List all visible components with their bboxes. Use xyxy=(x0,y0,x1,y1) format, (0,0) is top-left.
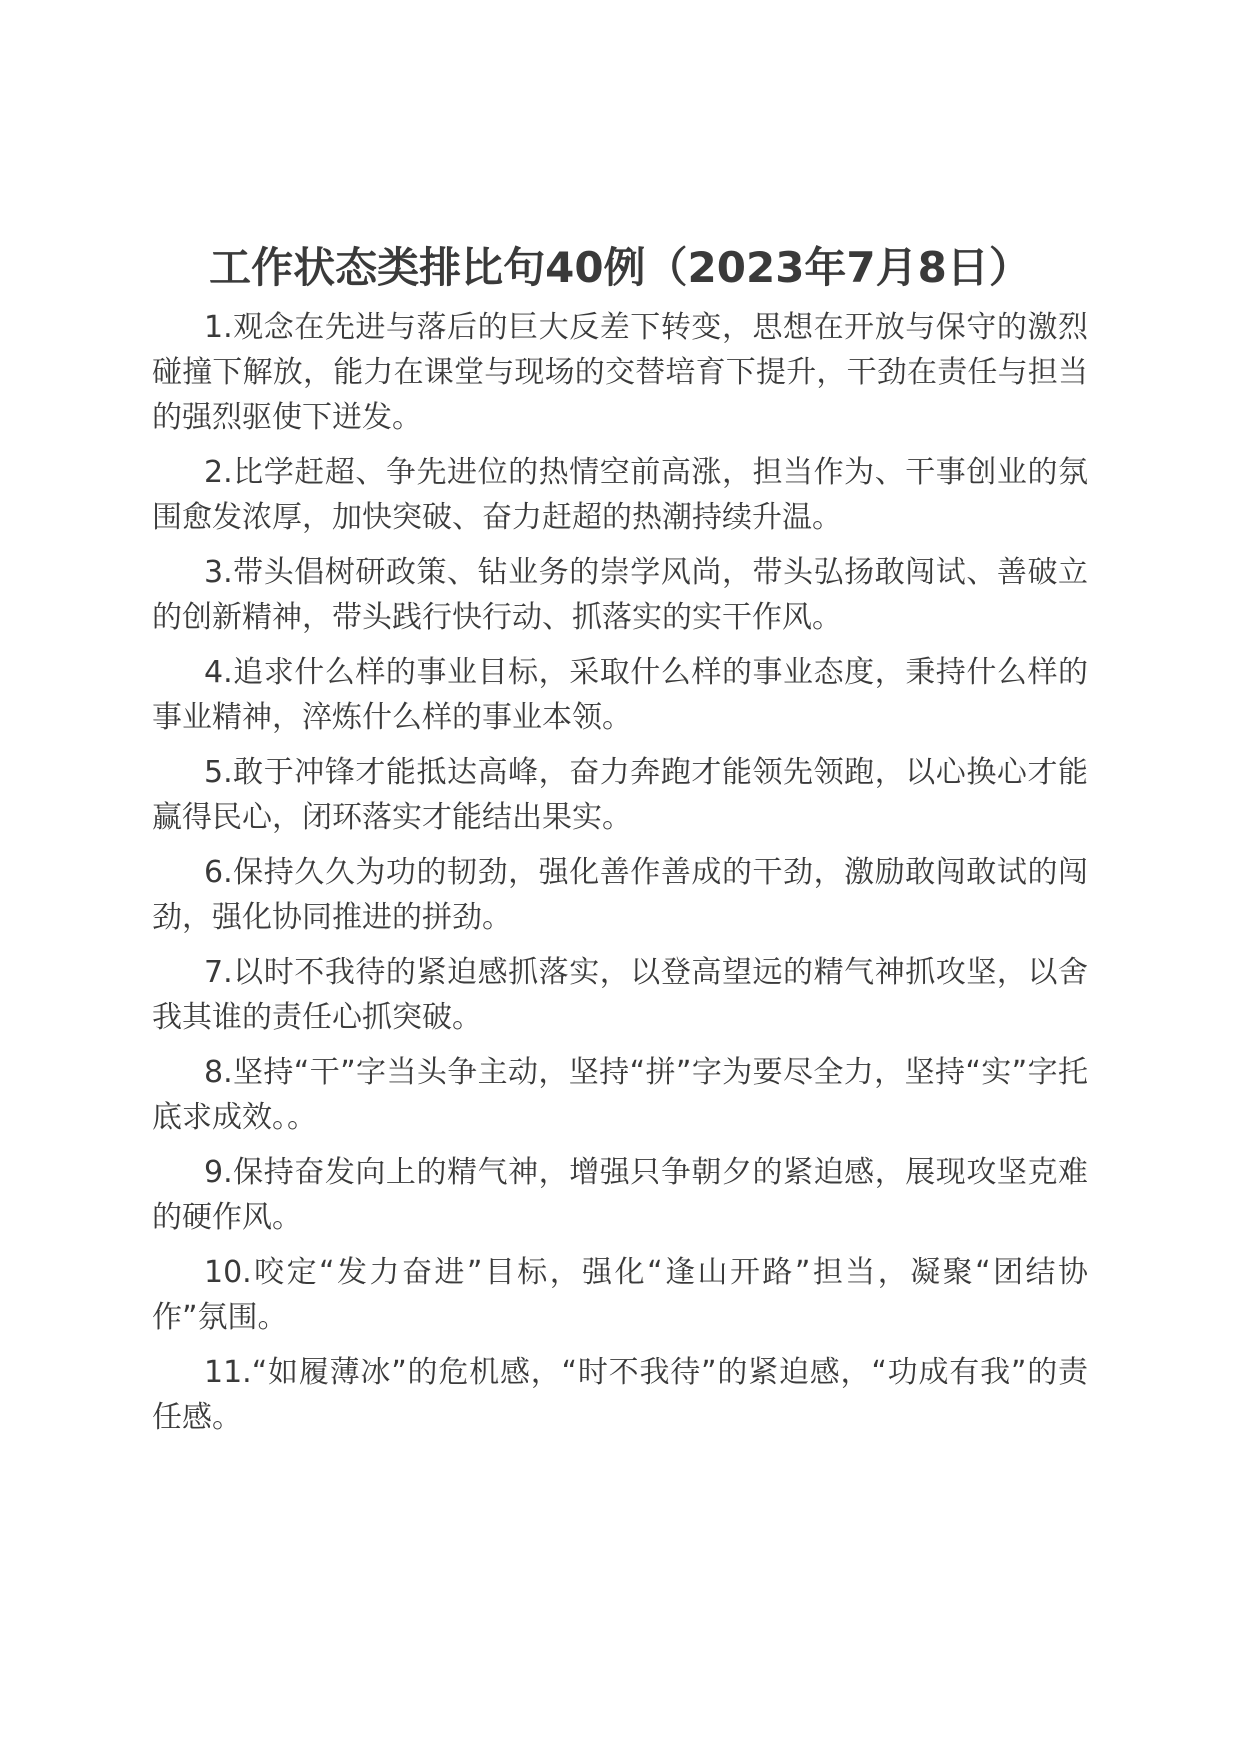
list-item: 6.保持久久为功的韧劲，强化善作善成的干劲，激励敢闯敢试的闯劲，强化协同推进的拼劲。 xyxy=(152,855,1088,935)
document-title: 工作状态类排比句40例（2023年7月8日） xyxy=(209,243,1031,292)
list-item: 1.观念在先进与落后的巨大反差下转变，思想在开放与保守的激烈碰撞下解放，能力在课堂与现场的交替培育下提升，干劲在责任与担当的强烈驱使下迸发。 xyxy=(152,310,1088,435)
list-item: 4.追求什么样的事业目标，采取什么样的事业态度，秉持什么样的事业精神，淬炼什么样的事业本领。 xyxy=(152,655,1088,735)
list-item: 7.以时不我待的紧迫感抓落实，以登高望远的精气神抓攻坚，以舍我其谁的责任心抓突破。 xyxy=(152,955,1088,1035)
list-item: 10.咬定“发力奋进”目标，强化“逢山开路”担当，凝聚“团结协作”氛围。 xyxy=(152,1255,1088,1335)
list-item: 5.敢于冲锋才能抵达高峰，奋力奔跑才能领先领跑，以心换心才能赢得民心，闭环落实才能结出果实。 xyxy=(152,755,1088,835)
list-item: 2.比学赶超、争先进位的热情空前高涨，担当作为、干事创业的氛围愈发浓厚，加快突破、奋力赶超的热潮持续升温。 xyxy=(152,455,1088,535)
list-item: 8.坚持“干”字当头争主动，坚持“拼”字为要尽全力，坚持“实”字托底求成效。。 xyxy=(152,1055,1088,1135)
list-item: 9.保持奋发向上的精气神，增强只争朝夕的紧迫感，展现攻坚克难的硬作风。 xyxy=(152,1155,1088,1235)
list-item: 11.“如履薄冰”的危机感，“时不我待”的紧迫感，“功成有我”的责任感。 xyxy=(152,1355,1088,1435)
list-item: 3.带头倡树研政策、钻业务的崇学风尚，带头弘扬敢闯试、善破立的创新精神，带头践行快行动、抓落实的实干作风。 xyxy=(152,555,1088,635)
item-list xyxy=(152,305,1088,1440)
